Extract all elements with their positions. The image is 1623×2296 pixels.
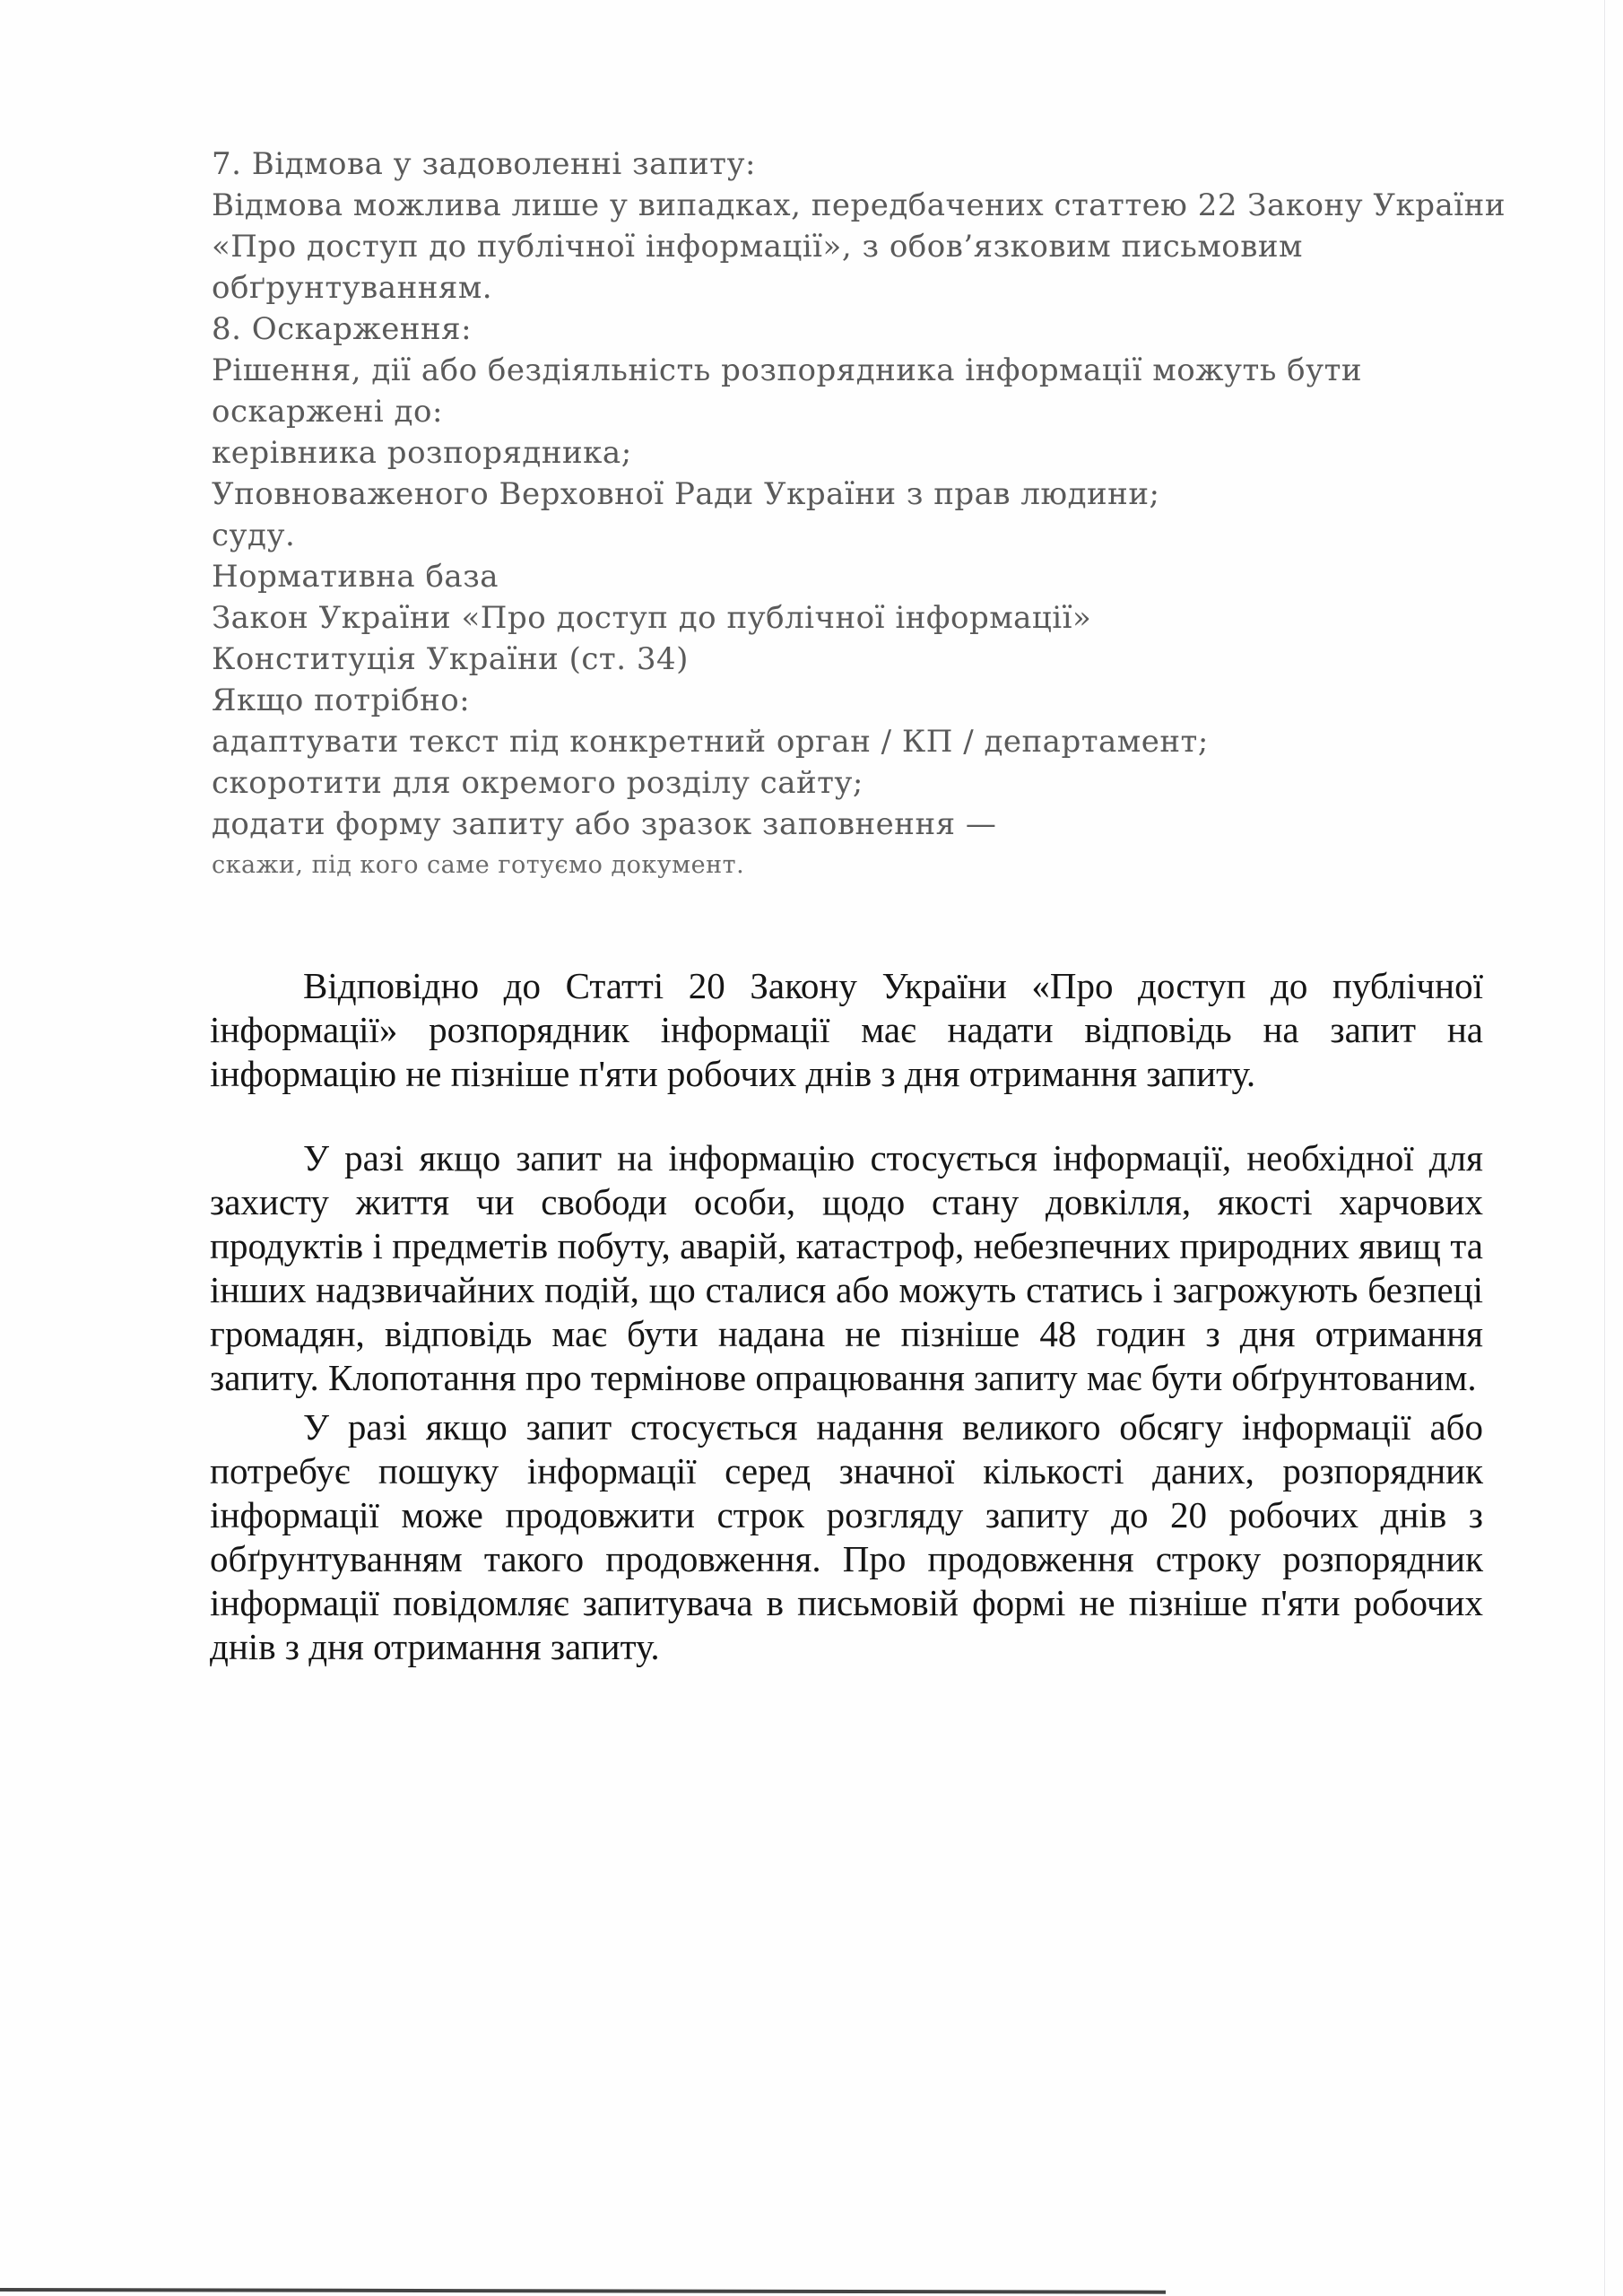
closing-note: скажи, під кого саме готуємо документ. <box>212 851 745 879</box>
normative-base-heading: Нормативна база <box>212 559 499 595</box>
text-line: «Про доступ до публічної інформації», з обов’язковим письмовим <box>212 229 1303 265</box>
scan-bottom-edge-line <box>0 2288 1166 2294</box>
paragraph-urgent-48-hours: У разі якщо запит на інформацію стосується інформації, необхідної для захисту життя чи свободи особи, щодо стану довкілля, якості харчових продуктів і предметів побуту, аварій, катастроф, небезпечних природних явищ та інших надзвичайних подій, що сталися або можуть статись і загрожують безпеці громадян, відповідь має бути надана не пізніше 48 годин з дня отримання запиту. Клопотання про термінове опрацювання запиту має бути обґрунтованим. <box>210 1137 1483 1398</box>
text-line: обґрунтуванням. <box>212 270 493 306</box>
if-needed-heading: Якщо потрібно: <box>212 683 471 718</box>
list-item: Уповноваженого Верховної Ради України з прав людини; <box>212 476 1160 512</box>
list-item: Закон України «Про доступ до публічної інформації» <box>212 600 1092 636</box>
paragraph-article-20: Відповідно до Статті 20 Закону України «Про доступ до публічної інформації» розпорядник інформації має надати відповідь на запит на інформацію не пізніше п'яти робочих днів з дня отримання запиту. <box>210 965 1483 1094</box>
upper-section-faint-text <box>212 144 1506 886</box>
list-item: Конституція України (ст. 34) <box>212 641 689 677</box>
section-7-heading: 7. Відмова у задоволенні запиту: <box>212 146 756 182</box>
text-line: оскаржені до: <box>212 394 443 430</box>
scan-edge <box>1604 0 1605 2296</box>
text-line: Рішення, дії або бездіяльність розпорядника інформації можуть бути <box>212 352 1363 388</box>
list-item: керівника розпорядника; <box>212 435 632 471</box>
list-item: адаптувати текст під конкретний орган / КП / департамент; <box>212 724 1209 760</box>
lower-section-body-text <box>210 964 1483 1669</box>
paragraph-extension-20-days: У разі якщо запит стосується надання великого обсягу інформації або потребує пошуку інформації серед значної кількості даних, розпорядник інформації може продовжити строк розгляду запиту до 20 робочих днів з обґрунтуванням такого продовження. Про продовження строку розпорядник інформації повідомляє запитувача в письмовій формі не пізніше п'яти робочих днів з дня отримання запиту. <box>210 1406 1483 1667</box>
list-item: додати форму запиту або зразок заповнення — <box>212 806 997 842</box>
list-item: суду. <box>212 517 296 553</box>
list-item: скоротити для окремого розділу сайту; <box>212 765 864 801</box>
text-line: Відмова можлива лише у випадках, передбачених статтею 22 Закону України <box>212 187 1506 223</box>
section-8-heading: 8. Оскарження: <box>212 311 473 347</box>
